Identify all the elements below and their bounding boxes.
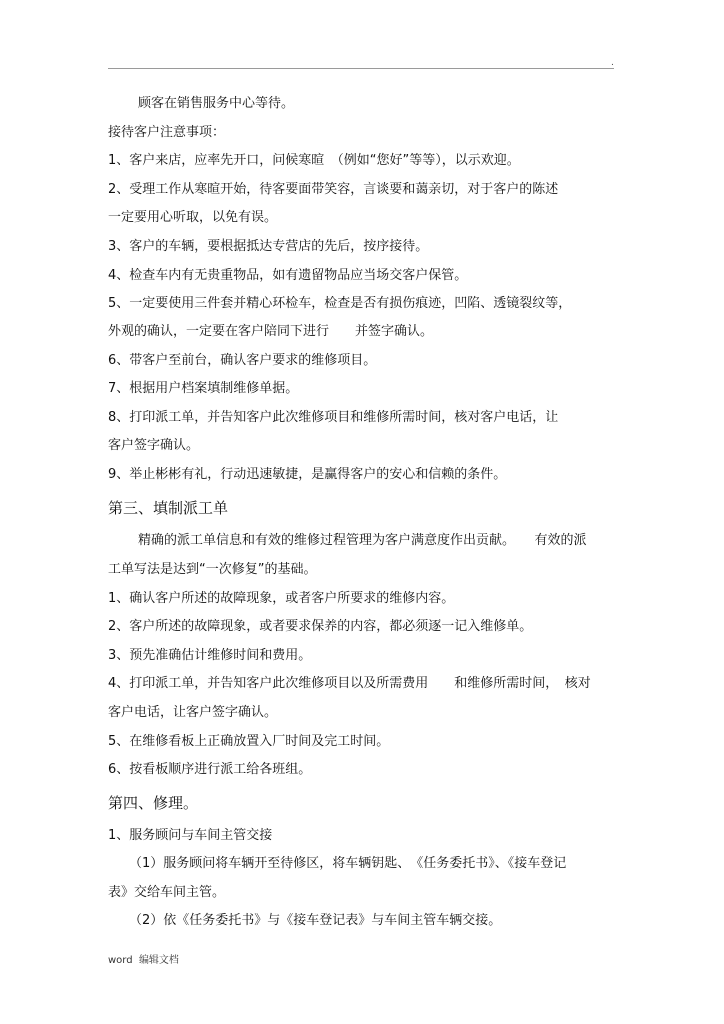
sub-item: （1）服务顾问将车辆开至待修区，将车辆钥匙、 《任务委托书》、《接车登记 <box>129 856 567 871</box>
list-item: 5、在维修看板上正确放置入厂时间及完工时间。 <box>108 734 390 749</box>
list-item: 1、服务顾问与车间主管交接 <box>108 828 273 843</box>
list-item: 5、一定要使用三件套并精心环检车，检查是否有损伤痕迹，凹陷、透镜裂纹等， <box>108 296 572 311</box>
list-item-continuation: 客户电话，让客户签字确认。 <box>108 705 278 720</box>
list-item: 1、客户来店，应率先开口，问候寒暄 （例如“您好”等等），以示欢迎。 <box>108 153 520 168</box>
list-item: 9、举止彬彬有礼，行动迅速敏捷，是赢得客户的安心和信赖的条件。 <box>108 467 507 482</box>
list-item: 3、客户的车辆，要根据抵达专营店的先后，按序接待。 <box>108 239 429 254</box>
list-item: 8、打印派工单，并告知客户此次维修项目和维修所需时间，核对客户电话，让 <box>108 410 559 425</box>
header-mark: . <box>611 58 614 68</box>
section-heading: 第三、填制派工单 <box>108 499 229 517</box>
list-item-continuation: 客户签字确认。 <box>108 438 200 453</box>
footer-label: word 编辑文档 <box>108 955 179 966</box>
paragraph-line: 精确的派工单信息和有效的维修过程管理为客户满意度作出贡献。 有效的派 <box>138 533 587 548</box>
header-rule <box>108 68 614 69</box>
list-item: 2、客户所述的故障现象，或者要求保养的内容，都必须逐一记入维修单。 <box>108 619 533 634</box>
list-item-continuation: 一定要用心听取，以免有误。 <box>108 210 278 225</box>
list-item: 6、按看板顺序进行派工给各班组。 <box>108 762 312 777</box>
paragraph-line: 接待客户注意事项： <box>108 125 226 140</box>
list-item: 4、检查车内有无贵重物品，如有遗留物品应当场交客户保管。 <box>108 268 468 283</box>
list-item-continuation: 外观的确认，一定要在客户陪同下进行 并签字确认。 <box>108 324 434 339</box>
sub-item-continuation: 表》交给车间主管。 <box>108 885 226 900</box>
list-item: 4、打印派工单，并告知客户此次维修项目以及所需费用 和维修所需时间， 核对 <box>108 676 591 691</box>
section-heading: 第四、修理。 <box>108 794 199 812</box>
paragraph-line: 顾客在销售服务中心等待。 <box>138 96 295 111</box>
list-item: 2、受理工作从寒暄开始，待客要面带笑容，言谈要和蔼亲切，对于客户的陈述 <box>108 182 559 197</box>
list-item: 1、确认客户所述的故障现象，或者客户所要求的维修内容。 <box>108 591 455 606</box>
list-item: 7、根据用户档案填制维修单据。 <box>108 381 299 396</box>
paragraph-line: 工单写法是达到“一次修复”的基础。 <box>108 562 317 577</box>
list-item: 3、预先准确估计维修时间和费用。 <box>108 648 312 663</box>
sub-item: （2）依《任务委托书》与《接车登记表》与车间主管车辆交接。 <box>129 913 502 928</box>
list-item: 6、带客户至前台，确认客户要求的维修项目。 <box>108 353 377 368</box>
